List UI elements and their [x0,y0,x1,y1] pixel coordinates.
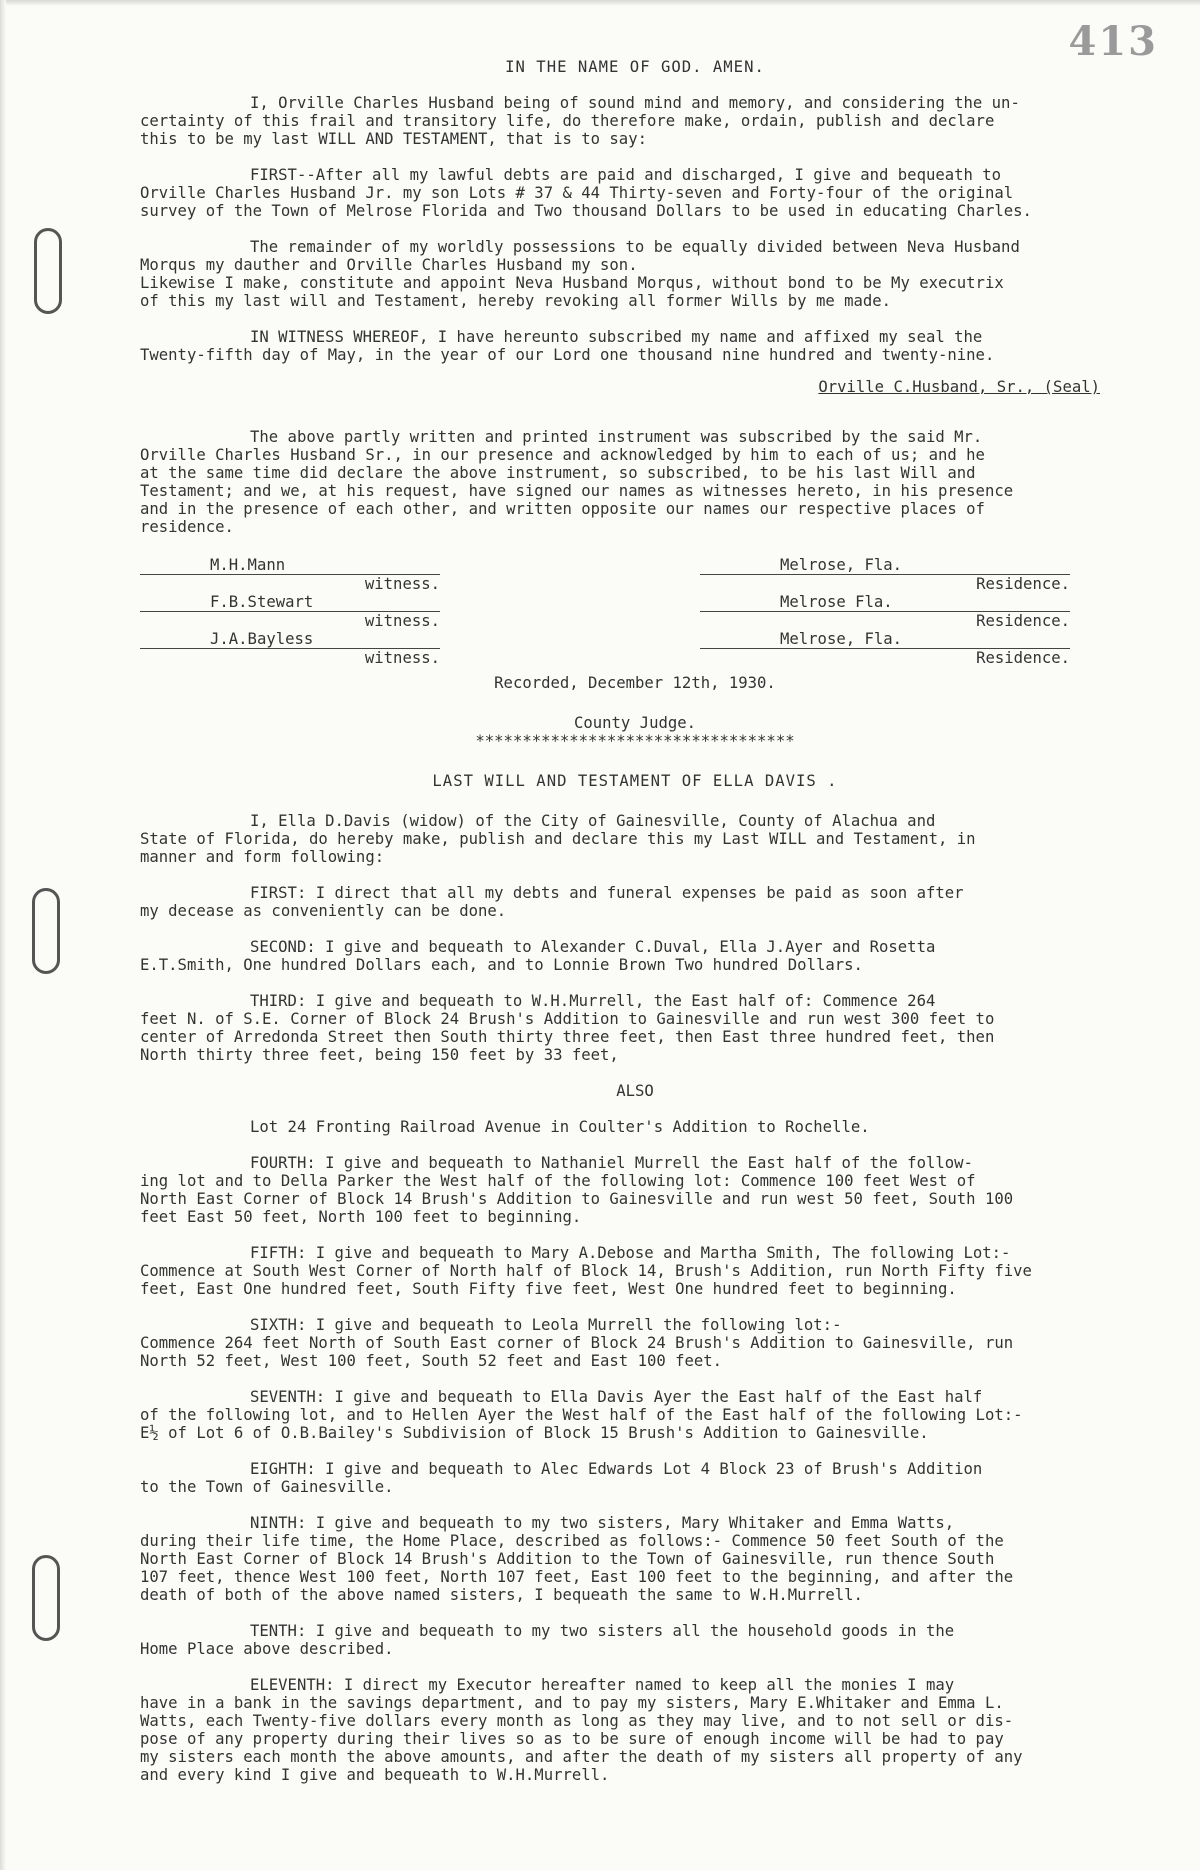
binder-hole-icon [34,228,62,314]
signature-text: Orville C.Husband, Sr., (Seal) [818,378,1100,396]
witness-name: M.H.Mann [210,556,286,574]
will2-fourth: FOURTH: I give and bequeath to Nathaniel Murrell the East half of the follow- ing lot and to Della Parker the West half of the following lot: Commence 100 feet West of North East Corner of Block 14 Brush's Addition to Gainesville and run west 50 feet, South 100 feet East 50 feet, North 100 feet to beginning. [140,1154,1014,1226]
residence-line [700,630,1070,649]
residence-value: Melrose, Fla. [780,556,903,574]
will2-also: ALSO [616,1082,654,1100]
witness-role: witness. [364,575,440,593]
residence-label: Residence. [976,649,1070,667]
will1-executrix: Likewise I make, constitute and appoint Neva Husband Morqus, without bond to be My executrix of this my last will and Testament, hereby revoking all former Wills by me made. [140,274,1004,310]
residence-label: Residence. [976,612,1070,630]
witness-name: F.B.Stewart [210,593,314,611]
will2-heading: LAST WILL AND TESTAMENT OF ELLA DAVIS . [432,772,838,790]
witness-line [140,630,440,649]
will1-first: FIRST--After all my lawful debts are paid and discharged, I give and bequeath to Orville Charles Husband Jr. my son Lots # 37 & 44 Thirty-seven and Forty-four of the original survey of the Town of Melrose Florida and Two thousand Dollars to be used in educating Charles. [140,166,1032,220]
scan-edge-left [0,0,6,1870]
residence-label: Residence. [976,575,1070,593]
will2-eleventh: ELEVENTH: I direct my Executor hereafter named to keep all the monies I may have in a bank in the savings department, and to pay my sisters, Mary E.Whitaker and Emma L. Watts, each Twenty-five dollars every month as long as they may live, and to not sell or dis- pose of any property during their lives so as to be sure of enough income will be had to pay my sisters each month the above amounts, and after the death of my sisters all property of any and every kind I give and bequeath to W.H.Murrell. [140,1676,1023,1784]
witness-line [140,593,440,612]
will2-third: THIRD: I give and bequeath to W.H.Murrell, the East half of: Commence 264 feet N. of S.E. Corner of Block 24 Brush's Addition to Gainesville and run west 300 feet to center of Arredonda Street then South thirty three feet, then East three hundred feet, then North thirty three feet, being 150 feet by 33 feet, [140,992,995,1064]
will2-intro: I, Ella D.Davis (widow) of the City of Gainesville, County of Alachua and State of Florida, do hereby make, publish and declare this my Last WILL and Testament, in manner and form following: [140,812,976,866]
witness-names [140,556,440,667]
witness-role: witness. [364,649,440,667]
witness-role: witness. [364,612,440,630]
will1-intro: I, Orville Charles Husband being of sound mind and memory, and considering the un- certainty of this frail and transitory life, do therefore make, ordain, publish and declare this to be my last WILL AND TESTAMENT, that is to say: [140,94,1020,148]
page-number: 413 [1068,18,1158,65]
residence-line [700,556,1070,575]
binder-hole-icon [32,1555,60,1641]
county-judge: County Judge. [573,714,697,732]
will1-heading: IN THE NAME OF GOD. AMEN. [505,58,765,76]
binder-hole-icon [32,888,60,974]
will2-sixth: SIXTH: I give and bequeath to Leola Murrell the following lot:- Commence 264 feet North of South East corner of Block 24 Brush's Addition to Gainesville, run North 52 feet, West 100 feet, South 52 feet and East 100 feet. [140,1316,1014,1370]
will1-remainder: The remainder of my worldly possessions to be equally divided between Neva Husband Morqus my dauther and Orville Charles Husband my son. [140,238,1020,274]
document-body [140,58,1130,1784]
will1-signature [140,378,1130,396]
will2-eighth: EIGHTH: I give and bequeath to Alec Edwards Lot 4 Block 23 of Brush's Addition to the Town of Gainesville. [140,1460,983,1496]
residence-line [700,593,1070,612]
will2-second: SECOND: I give and bequeath to Alexander C.Duval, Ella J.Ayer and Rosetta E.T.Smith, One hundred Dollars each, and to Lonnie Brown Two hundred Dollars. [140,938,936,974]
will2-fifth: FIFTH: I give and bequeath to Mary A.Debose and Martha Smith, The following Lot:- Commence at South West Corner of North half of Block 14, Brush's Addition, run North Fifty five feet, East One hundred feet, South Fifty five feet, West One hundred feet to beginning. [140,1244,1032,1298]
witness-block [140,556,1130,666]
separator: ********************************** [475,732,795,750]
residence-value: Melrose Fla. [780,593,893,611]
will2-tenth: TENTH: I give and bequeath to my two sisters all the household goods in the Home Place above described. [140,1622,955,1658]
witness-name: J.A.Bayless [210,630,314,648]
recorded-date: Recorded, December 12th, 1930. [494,674,776,692]
will2-lot24: Lot 24 Fronting Railroad Avenue in Coulter's Addition to Rochelle. [250,1118,870,1136]
residence-value: Melrose, Fla. [780,630,903,648]
will1-attestation: The above partly written and printed instrument was subscribed by the said Mr. Orville Charles Husband Sr., in our presence and acknowledged by him to each of us; and he at the same time did declare the above instrument, so subscribed, to be his last Will and Testament; and we, at his request, have signed our names as witnesses hereto, in his presence and in the presence of each other, and written opposite our names our respective places of residence. [140,428,1014,536]
witness-line [140,556,440,575]
will2-seventh: SEVENTH: I give and bequeath to Ella Davis Ayer the East half of the East half of the following lot, and to Hellen Ayer the West half of the East half of the following Lot:- E½ of Lot 6 of O.B.Bailey's Subdivision of Block 15 Brush's Addition to Gainesville. [140,1388,1023,1442]
will1-witness-clause: IN WITNESS WHEREOF, I have hereunto subscribed my name and affixed my seal the Twenty-fifth day of May, in the year of our Lord one thousand nine hundred and twenty-nine. [140,328,995,364]
will2-first: FIRST: I direct that all my debts and funeral expenses be paid as soon after my decease as conveniently can be done. [140,884,964,920]
will2-ninth: NINTH: I give and bequeath to my two sisters, Mary Whitaker and Emma Watts, during their life time, the Home Place, described as follows:- Commence 50 feet South of the North East Corner of Block 14 Brush's Addition to the Town of Gainesville, run thence South 107 feet, thence West 100 feet, North 107 feet, East 100 feet to the beginning, and after the death of both of the above named sisters, I bequeath the same to W.H.Murrell. [140,1514,1014,1604]
scan-edge-top [0,0,1200,6]
witness-residences [700,556,1070,667]
